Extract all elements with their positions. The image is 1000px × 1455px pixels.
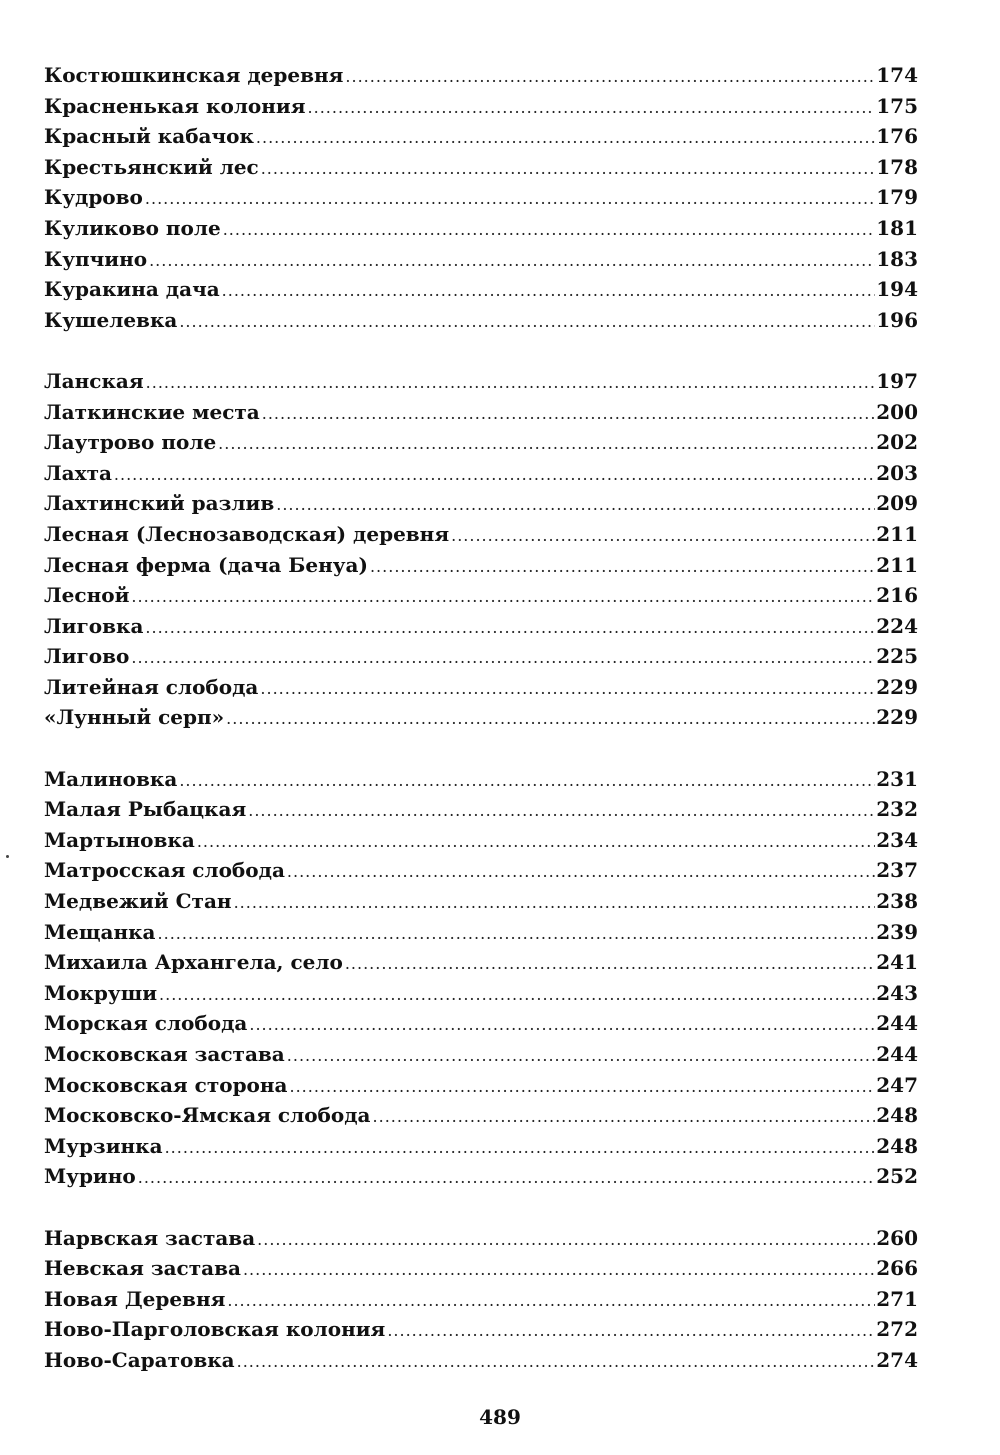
dot-leader: [260, 674, 875, 705]
toc-entry: [44, 702, 918, 733]
dot-leader: [226, 704, 875, 735]
toc-entry-page-number: 203: [876, 460, 918, 485]
toc-entry-page-number: 244: [876, 1042, 918, 1066]
toc-entry: [44, 91, 918, 122]
toc-entry-title: Мокруши: [44, 980, 158, 1005]
dot-leader: [138, 1163, 876, 1194]
toc-entry-page-number: 211: [876, 552, 918, 577]
toc-entry-title: Мещанка: [44, 919, 156, 944]
dot-leader: [287, 1041, 875, 1072]
toc-entry-title: Красненькая колония: [44, 93, 306, 118]
toc-entry-title: Московская сторона: [44, 1072, 288, 1097]
toc-entry: [44, 213, 918, 244]
toc-entry: [44, 1314, 918, 1345]
toc-entry: [44, 1070, 918, 1101]
toc-entry-title: Литейная слобода: [44, 674, 259, 699]
toc-letter-group: [44, 1223, 918, 1376]
toc-entry-page-number: 231: [876, 766, 918, 791]
toc-entry-title: Кушелевка: [44, 307, 178, 332]
toc-entry: [44, 121, 918, 152]
dot-leader: [149, 246, 875, 277]
toc-entry-page-number: 266: [876, 1256, 918, 1281]
dot-leader: [145, 613, 875, 644]
toc-entry-title: Красный кабачок: [44, 124, 254, 149]
toc-entry-title: Лиговка: [44, 613, 144, 638]
dot-leader: [373, 1102, 876, 1133]
toc-entry-page-number: 271: [876, 1286, 918, 1311]
dot-leader: [345, 949, 875, 980]
dot-leader: [243, 1255, 875, 1286]
toc-entry: [44, 305, 918, 336]
toc-entry-title: Мартыновка: [44, 827, 195, 852]
dot-leader: [227, 1286, 875, 1317]
toc-entry-page-number: 183: [876, 246, 918, 271]
toc-entry-page-number: 241: [876, 950, 918, 975]
toc-entry-page-number: 174: [876, 63, 918, 87]
toc-entry: [44, 855, 918, 886]
toc-entry-page-number: 202: [876, 430, 918, 455]
toc-entry-page-number: 181: [876, 215, 918, 240]
dot-leader: [179, 766, 875, 797]
toc-entry-page-number: 211: [876, 521, 918, 546]
toc-entry-title: Нарвская застава: [44, 1225, 256, 1250]
toc-entry-page-number: 194: [876, 277, 918, 302]
dot-leader: [287, 857, 875, 888]
toc-entry: [44, 60, 918, 91]
toc-entry-title: Морская слобода: [44, 1011, 248, 1036]
toc-entry-page-number: 178: [876, 154, 918, 179]
toc-entry-title: Новая Деревня: [44, 1286, 226, 1311]
toc-entry: [44, 1100, 918, 1131]
toc-entry-page-number: 229: [876, 674, 918, 699]
dot-leader: [218, 429, 875, 460]
toc-entry: [44, 1161, 918, 1192]
toc-entry-title: Куракина дача: [44, 277, 220, 302]
toc-entry: [44, 917, 918, 948]
toc-entry-title: Кудрово: [44, 185, 143, 210]
dot-leader: [276, 490, 875, 521]
dot-leader: [131, 582, 875, 613]
toc-entry: [44, 886, 918, 917]
toc-entry: [44, 825, 918, 856]
dot-leader: [234, 888, 876, 919]
dot-leader: [197, 827, 875, 858]
dot-leader: [370, 552, 875, 583]
dot-leader: [222, 276, 876, 307]
dot-leader: [145, 184, 875, 215]
toc-entry: [44, 458, 918, 489]
dot-leader: [262, 399, 876, 430]
toc-entry: [44, 1345, 918, 1376]
toc-entry-page-number: 248: [876, 1103, 918, 1128]
toc-entry-title: Московская застава: [44, 1042, 285, 1066]
toc-entry-page-number: 196: [876, 307, 918, 332]
toc-entry-page-number: 179: [876, 185, 918, 210]
dot-leader: [249, 1010, 875, 1041]
toc-entry-title: Мурзинка: [44, 1133, 163, 1158]
toc-entry-page-number: 237: [876, 858, 918, 883]
toc-entry: [44, 488, 918, 519]
toc-entry-page-number: 175: [876, 93, 918, 118]
toc-entry-page-number: 197: [876, 368, 918, 393]
toc-entry-page-number: 274: [876, 1347, 918, 1372]
toc-entry-title: Московско-Ямская слобода: [44, 1103, 371, 1128]
toc-entry: [44, 1253, 918, 1284]
toc-entry-page-number: 260: [876, 1225, 918, 1250]
toc-entry: [44, 274, 918, 305]
dot-leader: [290, 1072, 876, 1103]
toc-entry-title: Ново-Парголовская колония: [44, 1317, 386, 1342]
toc-entry-title: Костюшкинская деревня: [44, 63, 344, 87]
toc-entry-title: Лахтинский разлив: [44, 491, 275, 516]
toc-entry-page-number: 234: [876, 827, 918, 852]
toc-entry-page-number: 200: [876, 399, 918, 424]
dot-leader: [131, 643, 875, 674]
toc-entry-title: Лесная (Леснозаводская) деревня: [44, 521, 450, 546]
dot-leader: [237, 1347, 876, 1378]
toc-entry: [44, 366, 918, 397]
toc-entry: [44, 550, 918, 581]
toc-entry: [44, 427, 918, 458]
toc-entry-page-number: 244: [876, 1011, 918, 1036]
toc-entry-title: Лахта: [44, 460, 112, 485]
toc-entry-title: Лесной: [44, 583, 130, 608]
toc-entry: [44, 641, 918, 672]
toc-entry-title: Ланская: [44, 368, 144, 393]
dot-leader: [308, 93, 876, 124]
toc-entry: [44, 1284, 918, 1315]
dot-leader: [345, 62, 875, 93]
toc-entry-title: Матросская слобода: [44, 858, 285, 883]
toc-entry-page-number: 248: [876, 1133, 918, 1158]
toc-entry-page-number: 225: [876, 644, 918, 669]
page-number: 489: [479, 1405, 521, 1429]
toc-entry-title: Малая Рыбацкая: [44, 797, 247, 822]
toc-entry-title: Лесная ферма (дача Бенуа): [44, 552, 368, 577]
toc-entry-page-number: 229: [876, 705, 918, 730]
toc-entry-page-number: 216: [876, 583, 918, 608]
toc-entry-page-number: 252: [876, 1164, 918, 1189]
dot-leader: [256, 123, 875, 154]
toc-entry-title: Ново-Саратовка: [44, 1347, 235, 1372]
dot-leader: [146, 368, 876, 399]
toc-entry-page-number: 238: [876, 889, 918, 914]
dot-leader: [223, 215, 876, 246]
dot-leader: [257, 1225, 875, 1256]
toc-entry: [44, 672, 918, 703]
toc-entry-page-number: 272: [876, 1317, 918, 1342]
toc-entry-title: Купчино: [44, 246, 148, 271]
toc-entry-page-number: 224: [876, 613, 918, 638]
dot-leader: [451, 521, 875, 552]
toc-entry: [44, 152, 918, 183]
toc-entry: [44, 1223, 918, 1254]
toc-entry-page-number: 239: [876, 919, 918, 944]
dot-leader: [158, 919, 876, 950]
toc-letter-group: [44, 366, 918, 733]
toc-entry-title: Невская застава: [44, 1256, 241, 1281]
toc-entry: [44, 611, 918, 642]
toc-entry-title: Латкинские места: [44, 399, 260, 424]
toc-entry: [44, 794, 918, 825]
toc-entry-title: Лигово: [44, 644, 130, 669]
toc-entry: [44, 764, 918, 795]
toc-entry-title: Малиновка: [44, 766, 178, 791]
toc-entry: [44, 244, 918, 275]
toc-entry: [44, 397, 918, 428]
toc-entry-page-number: 247: [876, 1072, 918, 1097]
toc-entry-title: Лаутрово поле: [44, 430, 217, 455]
dot-leader: [159, 980, 875, 1011]
toc-entry-page-number: 209: [876, 491, 918, 516]
toc-entry: [44, 978, 918, 1009]
dot-leader: [114, 460, 875, 491]
dot-leader: [387, 1316, 875, 1347]
toc-entry: [44, 519, 918, 550]
toc-entry: [44, 182, 918, 213]
toc-entry-title: Куликово поле: [44, 215, 221, 240]
toc-entry-page-number: 232: [876, 797, 918, 822]
toc-entry-title: Крестьянский лес: [44, 154, 259, 179]
toc-entry-title: Медвежий Стан: [44, 889, 232, 914]
table-of-contents: [44, 60, 918, 1376]
dot-leader: [248, 796, 875, 827]
toc-entry-title: Мурино: [44, 1164, 136, 1189]
toc-entry: [44, 1039, 918, 1070]
toc-entry: [44, 947, 918, 978]
toc-entry-page-number: 243: [876, 980, 918, 1005]
dot-leader: [179, 307, 875, 338]
toc-entry-page-number: 176: [876, 124, 918, 149]
dot-leader: [165, 1133, 876, 1164]
toc-letter-group: [44, 764, 918, 1192]
toc-entry: [44, 580, 918, 611]
toc-entry-title: Михаила Архангела, село: [44, 950, 343, 975]
dot-leader: [261, 154, 876, 185]
toc-entry-title: «Лунный серп»: [44, 705, 225, 730]
toc-letter-group: [44, 60, 918, 335]
print-speck: [6, 855, 9, 858]
toc-entry: [44, 1131, 918, 1162]
toc-entry: [44, 1008, 918, 1039]
